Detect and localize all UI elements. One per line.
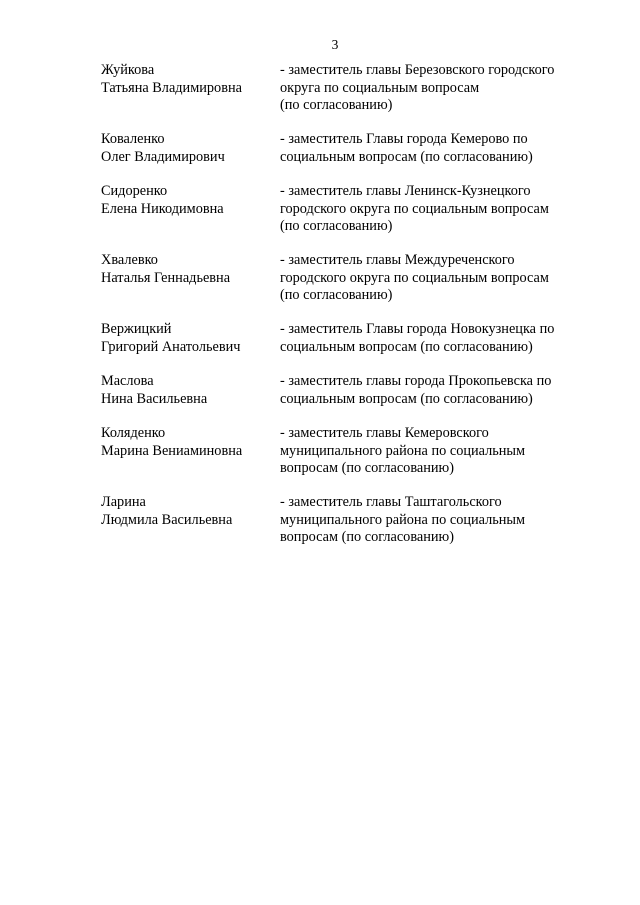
person-name [101, 494, 279, 529]
person-given-names: Людмила Васильевна [101, 511, 233, 528]
person-surname: Вержицкий [101, 321, 172, 337]
person-given-names: Наталья Геннадьевна [101, 269, 231, 286]
person-role [280, 494, 590, 547]
role-line: - заместитель главы Березовского городского [280, 62, 555, 78]
role-line: муниципального района по социальным [280, 442, 526, 459]
person-role [280, 321, 590, 356]
role-line: социальным вопросам (по согласованию) [280, 390, 533, 407]
person-surname: Маслова [101, 373, 154, 389]
role-line: - заместитель главы Кемеровского [280, 425, 489, 441]
role-line: - заместитель главы Ленинск-Кузнецкого [280, 183, 531, 199]
person-name [101, 62, 279, 97]
person-name [101, 321, 279, 356]
person-role [280, 183, 590, 236]
role-line: округа по социальным вопросам [280, 79, 480, 96]
role-line: (по согласованию) [280, 218, 393, 234]
person-role [280, 373, 590, 408]
role-line: - заместитель Главы города Кемерово по [280, 131, 528, 147]
person-given-names: Олег Владимирович [101, 148, 225, 165]
person-surname: Коваленко [101, 131, 165, 147]
person-role [280, 252, 590, 305]
role-line: - заместитель Главы города Новокузнецка по [280, 321, 555, 337]
role-line: вопросам (по согласованию) [280, 460, 454, 476]
person-name [101, 252, 279, 287]
role-line: - заместитель главы Таштагольского [280, 494, 502, 510]
person-surname: Ларина [101, 494, 146, 510]
role-line: социальным вопросам (по согласованию) [280, 338, 533, 355]
person-surname: Сидоренко [101, 183, 168, 199]
role-line: социальным вопросам (по согласованию) [280, 148, 533, 165]
person-name [101, 425, 279, 460]
role-line: - заместитель главы Междуреченского [280, 252, 515, 268]
role-line: муниципального района по социальным [280, 511, 526, 528]
person-given-names: Елена Никодимовна [101, 200, 224, 217]
person-given-names: Нина Васильевна [101, 390, 208, 407]
person-role [280, 62, 590, 115]
role-line: (по согласованию) [280, 97, 393, 113]
person-role [280, 131, 590, 166]
person-given-names: Татьяна Владимировна [101, 79, 242, 96]
person-given-names: Григорий Анатольевич [101, 338, 241, 355]
person-given-names: Марина Вениаминовна [101, 442, 243, 459]
role-line: (по согласованию) [280, 287, 393, 303]
person-surname: Хвалевко [101, 252, 158, 268]
role-line: городского округа по социальным вопросам [280, 269, 549, 286]
person-surname: Жуйкова [101, 62, 155, 78]
role-line: городского округа по социальным вопросам [280, 200, 549, 217]
person-name [101, 131, 279, 166]
page-number: 3 [331, 37, 339, 52]
person-surname: Коляденко [101, 425, 166, 441]
role-line: - заместитель главы города Прокопьевска по [280, 373, 552, 389]
person-name [101, 183, 279, 218]
person-role [280, 425, 590, 478]
person-name [101, 373, 279, 408]
role-line: вопросам (по согласованию) [280, 529, 454, 545]
